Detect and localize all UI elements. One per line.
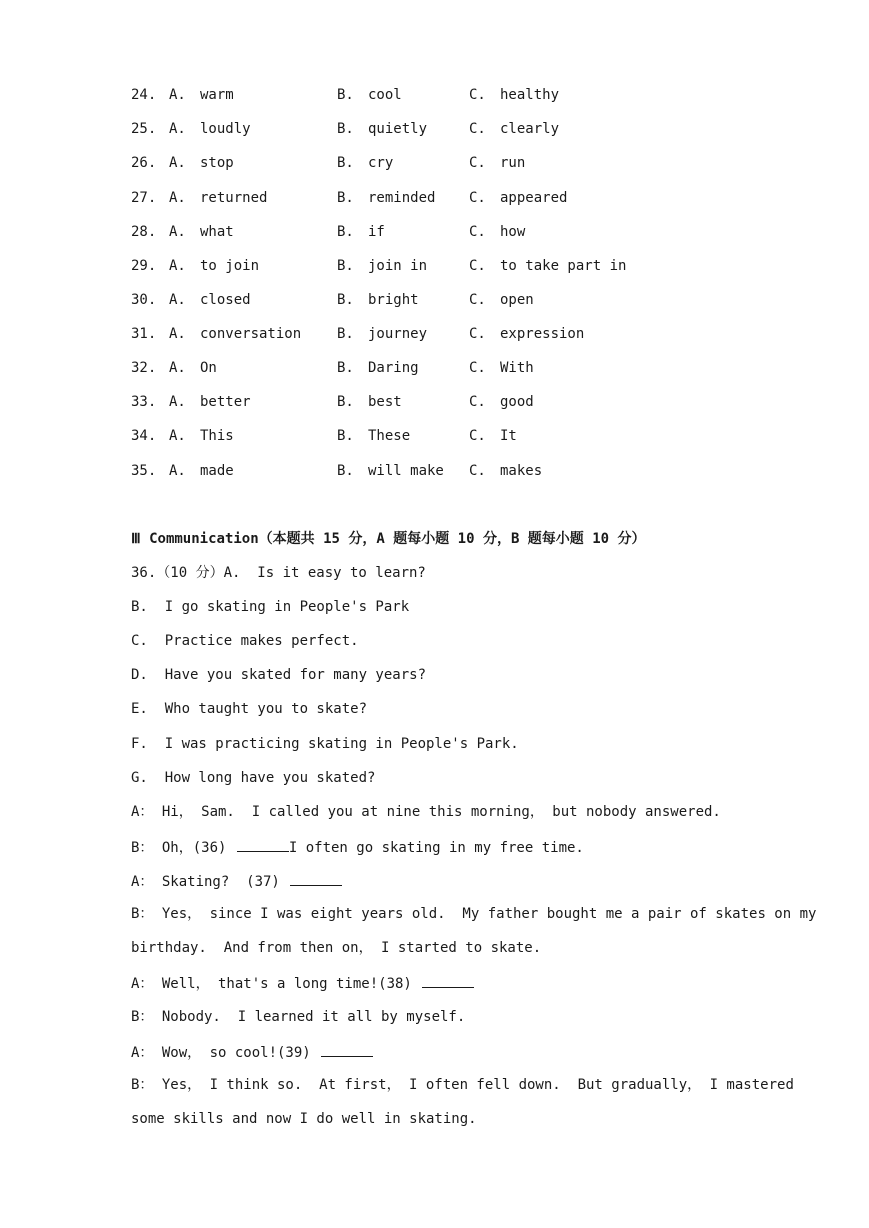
- option-b-text: quietly: [368, 121, 428, 137]
- q36-header: 36.（10 分）A. Is it easy to learn?: [131, 565, 426, 581]
- option-b-text: cry: [368, 155, 394, 171]
- option-c-text: run: [500, 155, 526, 171]
- option-row: [0, 359, 869, 377]
- question-number: 24.: [131, 87, 157, 103]
- option-b-text: reminded: [368, 190, 436, 206]
- option-row: [0, 223, 869, 241]
- option-b-letter: B.: [337, 428, 354, 444]
- dialogue-line-2: B： Oh，(36) I often go skating in my free time.: [131, 837, 584, 855]
- option-c-letter: C.: [469, 121, 486, 137]
- question-number: 31.: [131, 326, 157, 342]
- option-a-text: warm: [200, 87, 234, 103]
- option-a-text: conversation: [200, 326, 302, 342]
- option-c-text: clearly: [500, 121, 560, 137]
- option-c-text: expression: [500, 326, 585, 342]
- question-number: 27.: [131, 190, 157, 206]
- option-row: [0, 154, 869, 172]
- option-c-letter: C.: [469, 87, 486, 103]
- answer-blank-39[interactable]: [321, 1042, 373, 1057]
- dialogue-line-6: A： Well， that's a long time!(38): [131, 973, 474, 991]
- option-c-letter: C.: [469, 463, 486, 479]
- option-b-letter: B.: [337, 155, 354, 171]
- option-a-letter: A.: [169, 121, 186, 137]
- option-b-letter: B.: [337, 121, 354, 137]
- option-row: [0, 427, 869, 445]
- section-title: Ⅲ Communication（本题共 15 分，A 题每小题 10 分，B 题每小题 10 分）: [131, 531, 646, 547]
- option-b-letter: B.: [337, 326, 354, 342]
- dialogue-line-5: birthday. And from then on， I started to skate.: [131, 940, 542, 956]
- option-a-letter: A.: [169, 224, 186, 240]
- question-number: 34.: [131, 428, 157, 444]
- option-b-letter: B.: [337, 190, 354, 206]
- option-c-text: makes: [500, 463, 543, 479]
- option-c-letter: C.: [469, 292, 486, 308]
- option-c-text: It: [500, 428, 517, 444]
- option-a-text: made: [200, 463, 234, 479]
- option-b-text: if: [368, 224, 385, 240]
- option-b-text: best: [368, 394, 402, 410]
- option-a-letter: A.: [169, 87, 186, 103]
- option-a-letter: A.: [169, 428, 186, 444]
- option-b-letter: B.: [337, 292, 354, 308]
- option-a-text: loudly: [200, 121, 251, 137]
- option-row: [0, 393, 869, 411]
- question-number: 32.: [131, 360, 157, 376]
- option-c-text: appeared: [500, 190, 568, 206]
- option-a-text: what: [200, 224, 234, 240]
- option-c-text: open: [500, 292, 534, 308]
- option-c-letter: C.: [469, 394, 486, 410]
- option-row: [0, 291, 869, 309]
- option-row: [0, 86, 869, 104]
- option-a-letter: A.: [169, 292, 186, 308]
- option-b-text: Daring: [368, 360, 419, 376]
- option-b-letter: B.: [337, 360, 354, 376]
- option-c-text: With: [500, 360, 534, 376]
- option-c-text: to take part in: [500, 258, 627, 274]
- choice-g: G. How long have you skated?: [131, 770, 376, 786]
- option-b-text: will make: [368, 463, 444, 479]
- option-row: [0, 189, 869, 207]
- option-a-text: closed: [200, 292, 251, 308]
- question-number: 25.: [131, 121, 157, 137]
- question-number: 30.: [131, 292, 157, 308]
- option-c-letter: C.: [469, 190, 486, 206]
- option-c-letter: C.: [469, 360, 486, 376]
- option-c-text: how: [500, 224, 526, 240]
- dialogue-line-10: some skills and now I do well in skating.: [131, 1111, 477, 1127]
- option-a-text: On: [200, 360, 217, 376]
- option-a-letter: A.: [169, 463, 186, 479]
- option-a-letter: A.: [169, 326, 186, 342]
- choice-c: C. Practice makes perfect.: [131, 633, 359, 649]
- option-a-letter: A.: [169, 190, 186, 206]
- dialogue-line-4: B： Yes， since I was eight years old. My father bought me a pair of skates on my: [131, 906, 817, 922]
- answer-blank-36[interactable]: [237, 837, 289, 852]
- option-row: [0, 120, 869, 138]
- question-number: 29.: [131, 258, 157, 274]
- option-a-text: returned: [200, 190, 268, 206]
- choice-f: F. I was practicing skating in People's Park.: [131, 736, 519, 752]
- option-a-text: This: [200, 428, 234, 444]
- option-c-letter: C.: [469, 224, 486, 240]
- option-a-letter: A.: [169, 155, 186, 171]
- option-b-text: These: [368, 428, 411, 444]
- option-c-letter: C.: [469, 258, 486, 274]
- option-a-text: stop: [200, 155, 234, 171]
- option-c-letter: C.: [469, 326, 486, 342]
- choice-b: B. I go skating in People's Park: [131, 599, 410, 615]
- option-b-letter: B.: [337, 394, 354, 410]
- question-number: 35.: [131, 463, 157, 479]
- option-b-text: join in: [368, 258, 428, 274]
- option-row: [0, 462, 869, 480]
- option-a-letter: A.: [169, 258, 186, 274]
- choice-e: E. Who taught you to skate?: [131, 701, 368, 717]
- dialogue-line-7: B： Nobody. I learned it all by myself.: [131, 1009, 466, 1025]
- answer-blank-37[interactable]: [290, 871, 342, 886]
- option-a-letter: A.: [169, 394, 186, 410]
- option-c-text: good: [500, 394, 534, 410]
- dialogue-line-8: A： Wow， so cool!(39): [131, 1042, 373, 1060]
- question-number: 33.: [131, 394, 157, 410]
- option-row: [0, 325, 869, 343]
- question-number: 26.: [131, 155, 157, 171]
- dialogue-line-1: A： Hi， Sam. I called you at nine this morning， but nobody answered.: [131, 804, 721, 820]
- option-row: [0, 257, 869, 275]
- choice-d: D. Have you skated for many years?: [131, 667, 427, 683]
- dialogue-line-9: B： Yes， I think so. At first， I often fell down. But gradually， I mastered: [131, 1077, 794, 1093]
- dialogue-line-3: A： Skating? (37): [131, 871, 342, 889]
- option-a-text: better: [200, 394, 251, 410]
- answer-blank-38[interactable]: [422, 973, 474, 988]
- option-b-letter: B.: [337, 224, 354, 240]
- option-a-letter: A.: [169, 360, 186, 376]
- option-b-text: bright: [368, 292, 419, 308]
- option-b-letter: B.: [337, 258, 354, 274]
- option-a-text: to join: [200, 258, 260, 274]
- option-b-letter: B.: [337, 463, 354, 479]
- option-c-letter: C.: [469, 428, 486, 444]
- question-number: 28.: [131, 224, 157, 240]
- option-b-text: journey: [368, 326, 428, 342]
- option-b-text: cool: [368, 87, 402, 103]
- option-b-letter: B.: [337, 87, 354, 103]
- option-c-text: healthy: [500, 87, 560, 103]
- option-c-letter: C.: [469, 155, 486, 171]
